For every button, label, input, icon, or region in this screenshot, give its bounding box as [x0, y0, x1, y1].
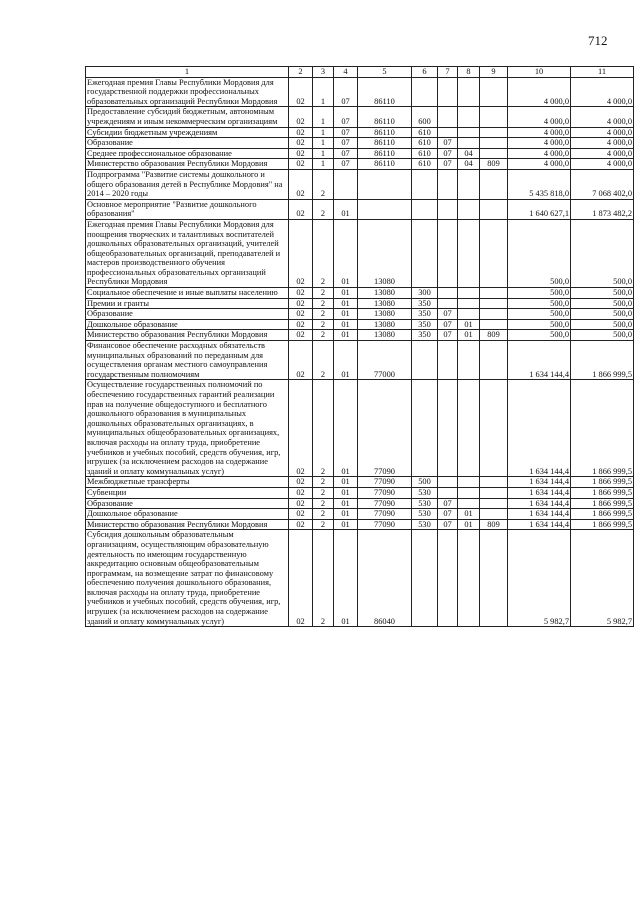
code-cell: 77090 [358, 380, 412, 477]
code-cell: 13080 [358, 309, 412, 320]
item-name-cell: Дошкольное образование [86, 509, 289, 520]
code-cell: 600 [412, 107, 438, 127]
table-row [86, 169, 634, 199]
code-cell: 02 [289, 127, 313, 138]
code-cell: 02 [289, 169, 313, 199]
code-cell [412, 77, 438, 107]
code-cell: 02 [289, 219, 313, 287]
code-cell [458, 309, 480, 320]
table-row [86, 319, 634, 330]
code-cell: 02 [289, 199, 313, 219]
code-cell [438, 127, 458, 138]
amount-cell: 4 000,0 [508, 107, 571, 127]
amount-cell: 5 982,7 [571, 530, 634, 627]
item-name-cell: Образование [86, 309, 289, 320]
amount-cell: 500,0 [571, 288, 634, 299]
amount-cell: 500,0 [508, 288, 571, 299]
code-cell [458, 138, 480, 149]
code-cell: 2 [313, 341, 334, 380]
code-cell: 13080 [358, 298, 412, 309]
code-cell: 04 [458, 159, 480, 170]
header-cell: 2 [289, 67, 313, 78]
code-cell: 02 [289, 148, 313, 159]
code-cell: 02 [289, 77, 313, 107]
code-cell [458, 199, 480, 219]
code-cell: 02 [289, 330, 313, 341]
amount-cell: 1 634 144,4 [508, 341, 571, 380]
code-cell: 07 [438, 148, 458, 159]
code-cell: 2 [313, 169, 334, 199]
code-cell [358, 199, 412, 219]
code-cell [412, 219, 438, 287]
code-cell: 1 [313, 159, 334, 170]
code-cell: 530 [412, 487, 438, 498]
code-cell: 01 [334, 341, 358, 380]
amount-cell: 4 000,0 [571, 159, 634, 170]
amount-cell: 500,0 [508, 219, 571, 287]
amount-cell: 4 000,0 [508, 159, 571, 170]
code-cell: 809 [480, 519, 508, 530]
item-name-cell: Межбюджетные трансферты [86, 477, 289, 488]
header-cell: 6 [412, 67, 438, 78]
header-cell: 3 [313, 67, 334, 78]
amount-cell: 4 000,0 [508, 138, 571, 149]
amount-cell: 1 873 482,2 [571, 199, 634, 219]
table-row [86, 219, 634, 287]
code-cell: 07 [334, 77, 358, 107]
amount-cell: 500,0 [508, 298, 571, 309]
code-cell: 2 [313, 487, 334, 498]
amount-cell: 4 000,0 [571, 148, 634, 159]
code-cell [480, 298, 508, 309]
code-cell: 02 [289, 380, 313, 477]
item-name-cell: Образование [86, 498, 289, 509]
header-cell: 7 [438, 67, 458, 78]
code-cell: 07 [438, 319, 458, 330]
code-cell: 2 [313, 498, 334, 509]
amount-cell: 500,0 [571, 298, 634, 309]
code-cell [480, 148, 508, 159]
code-cell [480, 169, 508, 199]
code-cell: 2 [313, 288, 334, 299]
code-cell: 77090 [358, 519, 412, 530]
item-name-cell: Финансовое обеспечение расходных обязательств муниципальных образований по переданным для осуществления органам местного самоуправления государственным полномочиям [86, 341, 289, 380]
code-cell: 01 [458, 509, 480, 520]
table-row [86, 477, 634, 488]
code-cell: 1 [313, 107, 334, 127]
code-cell: 350 [412, 309, 438, 320]
header-cell: 8 [458, 67, 480, 78]
item-name-cell: Министерство образования Республики Мордовия [86, 519, 289, 530]
amount-cell: 5 982,7 [508, 530, 571, 627]
code-cell: 610 [412, 148, 438, 159]
table-row [86, 498, 634, 509]
code-cell [458, 298, 480, 309]
code-cell [480, 107, 508, 127]
code-cell [480, 288, 508, 299]
code-cell: 01 [334, 530, 358, 627]
code-cell: 77090 [358, 477, 412, 488]
header-cell: 4 [334, 67, 358, 78]
code-cell: 530 [412, 509, 438, 520]
amount-cell: 1 634 144,4 [508, 509, 571, 520]
item-name-cell: Основное мероприятие "Развитие дошкольного образования" [86, 199, 289, 219]
code-cell: 530 [412, 519, 438, 530]
code-cell [480, 477, 508, 488]
code-cell: 02 [289, 107, 313, 127]
item-name-cell: Подпрограмма "Развитие системы дошкольного и общего образования детей в Республике Мордовия" на 2014 – 2020 годы [86, 169, 289, 199]
code-cell [458, 169, 480, 199]
code-cell: 610 [412, 159, 438, 170]
code-cell: 2 [313, 199, 334, 219]
amount-cell: 500,0 [571, 330, 634, 341]
code-cell: 02 [289, 288, 313, 299]
code-cell [480, 138, 508, 149]
code-cell: 02 [289, 530, 313, 627]
code-cell: 2 [313, 330, 334, 341]
code-cell: 02 [289, 509, 313, 520]
code-cell [480, 509, 508, 520]
code-cell [458, 530, 480, 627]
amount-cell: 4 000,0 [571, 127, 634, 138]
code-cell: 610 [412, 127, 438, 138]
code-cell [438, 199, 458, 219]
header-cell: 1 [86, 67, 289, 78]
code-cell [412, 341, 438, 380]
item-name-cell: Осуществление государственных полномочий по обеспечению государственных гарантий реализации прав на получение общедоступного и бесплатного дошкольного образования в муниципальных дошкольных образовательных организациях, в муниципальных общеобразовательных организациях, включая расходы на оплату труда, приобретение учебников и учебных пособий, средств обучения, игр, игрушек (за исключением расходов на содержание зданий и оплату коммунальных услуг) [86, 380, 289, 477]
table-row [86, 298, 634, 309]
code-cell: 2 [313, 380, 334, 477]
item-name-cell: Субвенции [86, 487, 289, 498]
page-number: 712 [588, 33, 608, 48]
code-cell: 13080 [358, 219, 412, 287]
code-cell [480, 199, 508, 219]
code-cell: 01 [334, 298, 358, 309]
code-cell: 02 [289, 319, 313, 330]
code-cell: 86110 [358, 148, 412, 159]
code-cell: 13080 [358, 319, 412, 330]
table-row [86, 288, 634, 299]
code-cell [358, 169, 412, 199]
code-cell [480, 380, 508, 477]
code-cell: 300 [412, 288, 438, 299]
amount-cell: 1 866 999,5 [571, 509, 634, 520]
code-cell [334, 169, 358, 199]
header-cell: 9 [480, 67, 508, 78]
code-cell: 07 [334, 159, 358, 170]
code-cell: 809 [480, 330, 508, 341]
amount-cell: 500,0 [508, 330, 571, 341]
code-cell: 2 [313, 319, 334, 330]
code-cell: 01 [334, 509, 358, 520]
code-cell: 02 [289, 487, 313, 498]
table-row [86, 380, 634, 477]
budget-table [85, 66, 634, 627]
item-name-cell: Субсидии бюджетным учреждениям [86, 127, 289, 138]
code-cell: 86110 [358, 127, 412, 138]
code-cell: 02 [289, 519, 313, 530]
code-cell: 02 [289, 477, 313, 488]
code-cell: 13080 [358, 288, 412, 299]
item-name-cell: Министерство образования Республики Мордовия [86, 159, 289, 170]
code-cell [438, 288, 458, 299]
code-cell: 02 [289, 498, 313, 509]
amount-cell: 1 866 999,5 [571, 498, 634, 509]
code-cell [412, 380, 438, 477]
item-name-cell: Министерство образования Республики Мордовия [86, 330, 289, 341]
code-cell: 07 [334, 127, 358, 138]
table-row [86, 148, 634, 159]
code-cell [438, 107, 458, 127]
code-cell [438, 341, 458, 380]
item-name-cell: Среднее профессиональное образование [86, 148, 289, 159]
code-cell [438, 298, 458, 309]
code-cell [458, 219, 480, 287]
code-cell [458, 288, 480, 299]
code-cell: 01 [334, 380, 358, 477]
item-name-cell: Социальное обеспечение и иные выплаты населению [86, 288, 289, 299]
code-cell: 01 [334, 319, 358, 330]
code-cell: 86110 [358, 77, 412, 107]
code-cell: 07 [334, 148, 358, 159]
amount-cell: 1 640 627,1 [508, 199, 571, 219]
code-cell: 2 [313, 219, 334, 287]
code-cell: 77090 [358, 487, 412, 498]
table-row [86, 127, 634, 138]
code-cell: 77000 [358, 341, 412, 380]
amount-cell: 1 634 144,4 [508, 498, 571, 509]
code-cell [458, 477, 480, 488]
code-cell: 01 [334, 498, 358, 509]
table-row [86, 519, 634, 530]
code-cell: 1 [313, 138, 334, 149]
header-cell: 5 [358, 67, 412, 78]
code-cell [480, 127, 508, 138]
code-cell [438, 219, 458, 287]
amount-cell: 1 634 144,4 [508, 380, 571, 477]
code-cell [458, 77, 480, 107]
table-row [86, 107, 634, 127]
table-row [86, 509, 634, 520]
amount-cell: 4 000,0 [508, 148, 571, 159]
code-cell: 07 [438, 309, 458, 320]
table-row [86, 159, 634, 170]
table-row [86, 330, 634, 341]
code-cell: 01 [334, 477, 358, 488]
code-cell: 07 [438, 509, 458, 520]
code-cell: 2 [313, 298, 334, 309]
code-cell [480, 341, 508, 380]
amount-cell: 1 634 144,4 [508, 477, 571, 488]
header-cell: 11 [571, 67, 634, 78]
amount-cell: 1 866 999,5 [571, 477, 634, 488]
code-cell [480, 319, 508, 330]
table-row [86, 487, 634, 498]
amount-cell: 4 000,0 [571, 138, 634, 149]
code-cell: 2 [313, 519, 334, 530]
amount-cell: 4 000,0 [571, 107, 634, 127]
table-body [86, 77, 634, 627]
code-cell [438, 477, 458, 488]
item-name-cell: Премии и гранты [86, 298, 289, 309]
code-cell: 2 [313, 309, 334, 320]
amount-cell: 1 866 999,5 [571, 487, 634, 498]
code-cell: 77090 [358, 509, 412, 520]
header-cell: 10 [508, 67, 571, 78]
code-cell [438, 77, 458, 107]
code-cell: 86110 [358, 159, 412, 170]
code-cell [458, 341, 480, 380]
amount-cell: 1 634 144,4 [508, 519, 571, 530]
item-name-cell: Образование [86, 138, 289, 149]
code-cell: 610 [412, 138, 438, 149]
code-cell: 01 [334, 309, 358, 320]
code-cell: 350 [412, 330, 438, 341]
code-cell [438, 487, 458, 498]
code-cell: 350 [412, 319, 438, 330]
code-cell: 2 [313, 509, 334, 520]
code-cell: 04 [458, 148, 480, 159]
code-cell: 350 [412, 298, 438, 309]
code-cell: 86040 [358, 530, 412, 627]
code-cell: 07 [334, 107, 358, 127]
code-cell [438, 169, 458, 199]
amount-cell: 1 634 144,4 [508, 487, 571, 498]
code-cell [458, 107, 480, 127]
code-cell: 01 [334, 519, 358, 530]
amount-cell: 1 866 999,5 [571, 519, 634, 530]
code-cell [458, 127, 480, 138]
code-cell: 02 [289, 298, 313, 309]
item-name-cell: Дошкольное образование [86, 319, 289, 330]
amount-cell: 500,0 [571, 219, 634, 287]
code-cell: 02 [289, 159, 313, 170]
amount-cell: 4 000,0 [508, 77, 571, 107]
code-cell: 01 [334, 487, 358, 498]
code-cell: 01 [334, 199, 358, 219]
code-cell: 2 [313, 530, 334, 627]
code-cell: 500 [412, 477, 438, 488]
code-cell [480, 219, 508, 287]
code-cell: 01 [458, 330, 480, 341]
code-cell: 01 [334, 288, 358, 299]
amount-cell: 500,0 [508, 309, 571, 320]
code-cell [480, 487, 508, 498]
code-cell [480, 77, 508, 107]
amount-cell: 1 866 999,5 [571, 380, 634, 477]
table-row [86, 199, 634, 219]
code-cell: 86110 [358, 138, 412, 149]
table-row [86, 138, 634, 149]
code-cell: 07 [438, 330, 458, 341]
code-cell: 86110 [358, 107, 412, 127]
code-cell [480, 530, 508, 627]
code-cell [412, 199, 438, 219]
code-cell: 1 [313, 127, 334, 138]
code-cell [458, 498, 480, 509]
code-cell: 1 [313, 148, 334, 159]
amount-cell: 7 068 402,0 [571, 169, 634, 199]
code-cell: 02 [289, 341, 313, 380]
table-row [86, 530, 634, 627]
table-row [86, 341, 634, 380]
code-cell: 01 [458, 319, 480, 330]
table-row [86, 309, 634, 320]
amount-cell: 4 000,0 [571, 77, 634, 107]
code-cell: 01 [458, 519, 480, 530]
code-cell [480, 498, 508, 509]
code-cell: 07 [438, 519, 458, 530]
code-cell [438, 530, 458, 627]
code-cell [412, 169, 438, 199]
code-cell [480, 309, 508, 320]
code-cell: 01 [334, 330, 358, 341]
code-cell: 07 [438, 138, 458, 149]
item-name-cell: Субсидия дошкольным образовательным организациям, осуществляющим образовательную деятельность по имеющим государственную аккредитацию основным общеобразовательным программам, на возмещение затрат по финансовому обеспечению получения дошкольного образования, включая расходы на оплату труда, приобретение учебников и учебных пособий, средств обучения, игр, игрушек (за исключением расходов на содержание зданий и оплату коммунальных услуг) [86, 530, 289, 627]
code-cell: 07 [334, 138, 358, 149]
code-cell: 530 [412, 498, 438, 509]
code-cell [458, 487, 480, 498]
table-row [86, 77, 634, 107]
table-header-row [86, 67, 634, 78]
amount-cell: 500,0 [508, 319, 571, 330]
code-cell: 1 [313, 77, 334, 107]
amount-cell: 4 000,0 [508, 127, 571, 138]
code-cell: 809 [480, 159, 508, 170]
item-name-cell: Ежегодная премия Главы Республики Мордовия для государственной поддержки профессиональных образовательных организаций Республики Мордовия [86, 77, 289, 107]
amount-cell: 5 435 818,0 [508, 169, 571, 199]
code-cell: 07 [438, 498, 458, 509]
code-cell [438, 380, 458, 477]
code-cell [412, 530, 438, 627]
item-name-cell: Предоставление субсидий бюджетным, автономным учреждениям и иным некоммерческим организациям [86, 107, 289, 127]
code-cell: 13080 [358, 330, 412, 341]
amount-cell: 500,0 [571, 309, 634, 320]
amount-cell: 1 866 999,5 [571, 341, 634, 380]
code-cell: 02 [289, 309, 313, 320]
code-cell: 02 [289, 138, 313, 149]
item-name-cell: Ежегодная премия Главы Республики Мордовия для поощрения творческих и талантливых воспитателей дошкольных образовательных организаций, учителей общеобразовательных организаций, преподавателей и мастеров производственного обучения профессиональных образовательных организаций Республики Мордовия [86, 219, 289, 287]
code-cell: 01 [334, 219, 358, 287]
code-cell: 07 [438, 159, 458, 170]
code-cell: 2 [313, 477, 334, 488]
amount-cell: 500,0 [571, 319, 634, 330]
code-cell: 77090 [358, 498, 412, 509]
code-cell [458, 380, 480, 477]
